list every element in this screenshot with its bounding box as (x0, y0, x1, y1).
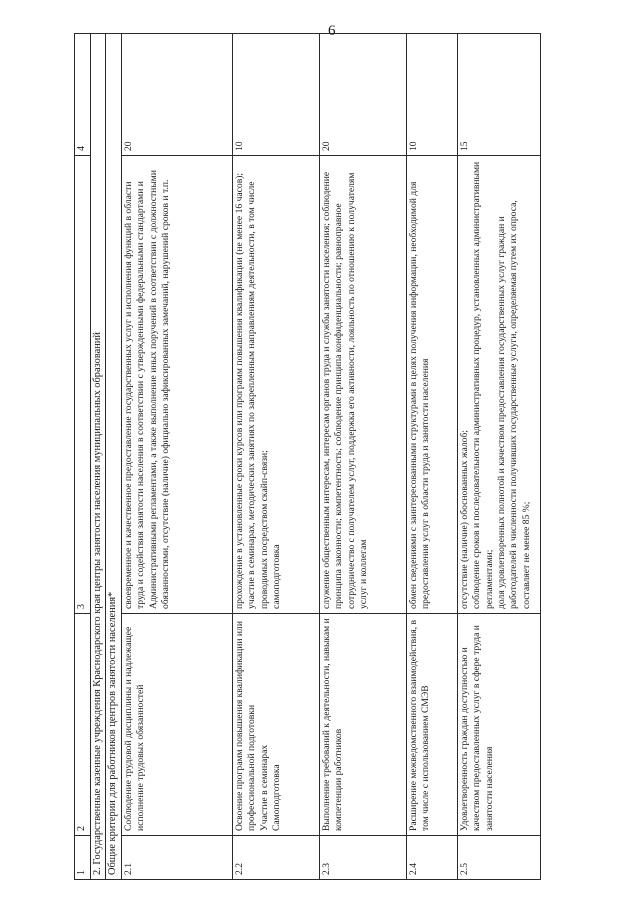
indicator-cell: Выполнение требований к деятельности, навыкам и компетенции работников (319, 614, 406, 836)
column-number: 1 (75, 836, 91, 880)
table-row (406, 34, 457, 880)
table-row (457, 34, 540, 880)
page-number: 6 (328, 23, 336, 39)
criteria-cell: обмен сведениями с заинтересованными структурами в целях получения информации, необходимой для предоставления услуг в области труда и занятости населения (406, 156, 457, 614)
criteria-cell: служение общественным интересам, интересам органов труда и службы занятости населения; соблюдение принципа законности; компетентность; соблюдение принципа конфиденциальности; равноправное сотрудничество с получателем услуг, поддержка его активности, лояльность по отношению к получателям услуг и коллегам (319, 156, 406, 614)
table-row (319, 34, 406, 880)
row-number: 2.3 (319, 836, 406, 880)
criteria-cell: отсутствие (наличие) обоснованных жалоб; соблюдение сроков и последовательности административных процедур, установленных административными регламентами; доля удовлетворенных полнотой и качеством предоставления государственных услуг граждан и работодателей в численности получивших государственные услуги, определяемая путем их опроса, составляет не менее 85 %; (457, 156, 540, 614)
score-cell: 15 (457, 34, 540, 156)
section-title: 2. Государственные казенные учреждения Краснодарского края центры занятости населения муниципальных образований (91, 34, 106, 880)
score-cell: 10 (232, 34, 319, 156)
indicator-cell: Соблюдение трудовой дисциплины и надлежащее исполнение трудовых обязанностей (121, 614, 232, 836)
column-number: 4 (75, 34, 91, 156)
row-number: 2.2 (232, 836, 319, 880)
criteria-table (74, 33, 541, 880)
table-row (121, 34, 232, 880)
column-number: 3 (75, 156, 91, 614)
indicator-cell: Расширение межведомственного взаимодействия, в том числе с использованием СМЭВ (406, 614, 457, 836)
section-title-row (91, 34, 106, 880)
column-number: 2 (75, 614, 91, 836)
table-row (232, 34, 319, 880)
score-cell: 20 (319, 34, 406, 156)
rotated-table-wrapper (74, 34, 532, 880)
score-cell: 20 (121, 34, 232, 156)
subsection-title: Общие критерии для работников центров занятости населения* (106, 34, 121, 880)
criteria-cell: своевременное и качественное предоставление государственных услуг и исполнения функций в области труда и содействия занятости населения в соответствии с утвержденными федеральными стандартами и Административными регламентами, а также выполнение иных поручений в соответствии с должностными обязанностями, отсутствие (наличие) официально зафиксированных замечаний, нарушений сроков и т.п. (121, 156, 232, 614)
row-number: 2.1 (121, 836, 232, 880)
criteria-cell: прохождение в установленные сроки курсов или программ повышения квалификации (не менее 16 часов); участие в семинарах, методических занятиях по закрепленным направлениям деятельности, в том числе проводимых посредством скайп-связи; самоподготовка (232, 156, 319, 614)
indicator-cell: Удовлетворенность граждан доступностью и качеством предоставленных услуг в сфере труда и занятости населения (457, 614, 540, 836)
subsection-title-row (106, 34, 121, 880)
score-cell: 10 (406, 34, 457, 156)
column-number-row (75, 34, 91, 880)
row-number: 2.5 (457, 836, 540, 880)
indicator-cell: Освоение программ повышения квалификации или профессиональной подготовки Участие в семинарах Самоподготовка (232, 614, 319, 836)
row-number: 2.4 (406, 836, 457, 880)
